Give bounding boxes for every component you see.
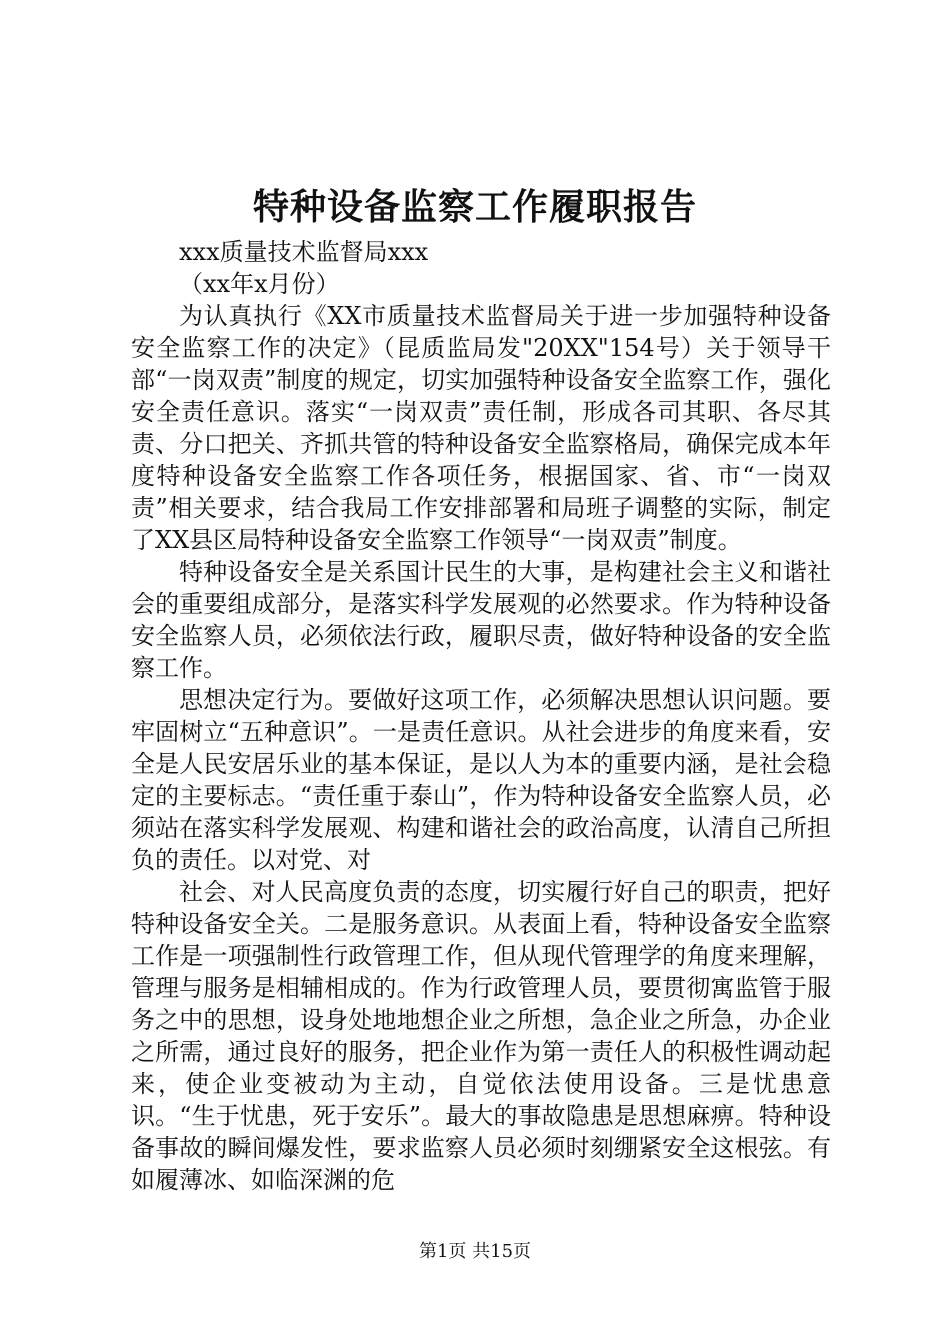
date-line: （xx年x月份） [179,270,340,298]
page-footer: 第1页 共15页 [418,1241,532,1262]
paragraph: 思想决定行为。要做好这项工作，必须解决思想认识问题。要牢固树立“五种意识”。一是责任意识。从社会进步的角度来看，安全是人民安居乐业的基本保证，是以人为本的重要内涵，是社会稳定的主要标志。“责任重于泰山”，作为特种设备安全监察人员，必须站在落实科学发展观、构建和谐社会的政治高度，认清自己所担负的责任。以对党、对 [131,686,831,874]
document-body [131,236,831,1196]
document-title: 特种设备监察工作履职报告 [252,186,697,228]
paragraph: 特种设备安全是关系国计民生的大事，是构建社会主义和谐社会的重要组成部分，是落实科学发展观的必然要求。作为特种设备安全监察人员，必须依法行政，履职尽责，做好特种设备的安全监察工作。 [131,558,831,682]
paragraph: 社会、对人民高度负责的态度，切实履行好自己的职责，把好特种设备安全关。二是服务意识。从表面上看，特种设备安全监察工作是一项强制性行政管理工作，但从现代管理学的角度来理解，管理与服务是相辅相成的。作为行政管理人员，要贯彻寓监管于服务之中的思想，设身处地地想企业之所想，急企业之所急，办企业之所需，通过良好的服务，把企业作为第一责任人的积极性调动起来，使企业变被动为主动，自觉依法使用设备。三是忧患意识。“生于忧患，死于安乐”。最大的事故隐患是思想麻痹。特种设备事故的瞬间爆发性，要求监察人员必须时刻绷紧安全这根弦。有如履薄冰、如临深渊的危 [131,878,831,1194]
paragraph: 为认真执行《XX市质量技术监督局关于进一步加强特种设备安全监察工作的决定》（昆质监局发"20XX"154号）关于领导干部“一岗双责”制度的规定，切实加强特种设备安全监察工作，强化安全责任意识。落实“一岗双责”责任制，形成各司其职、各尽其责、分口把关、齐抓共管的特种设备安全监察格局，确保完成本年度特种设备安全监察工作各项任务，根据国家、省、市“一岗双责”相关要求，结合我局工作安排部署和局班子调整的实际，制定了XX县区局特种设备安全监察工作领导“一岗双责”制度。 [131,302,831,554]
author-line: xxx质量技术监督局xxx [179,238,429,266]
